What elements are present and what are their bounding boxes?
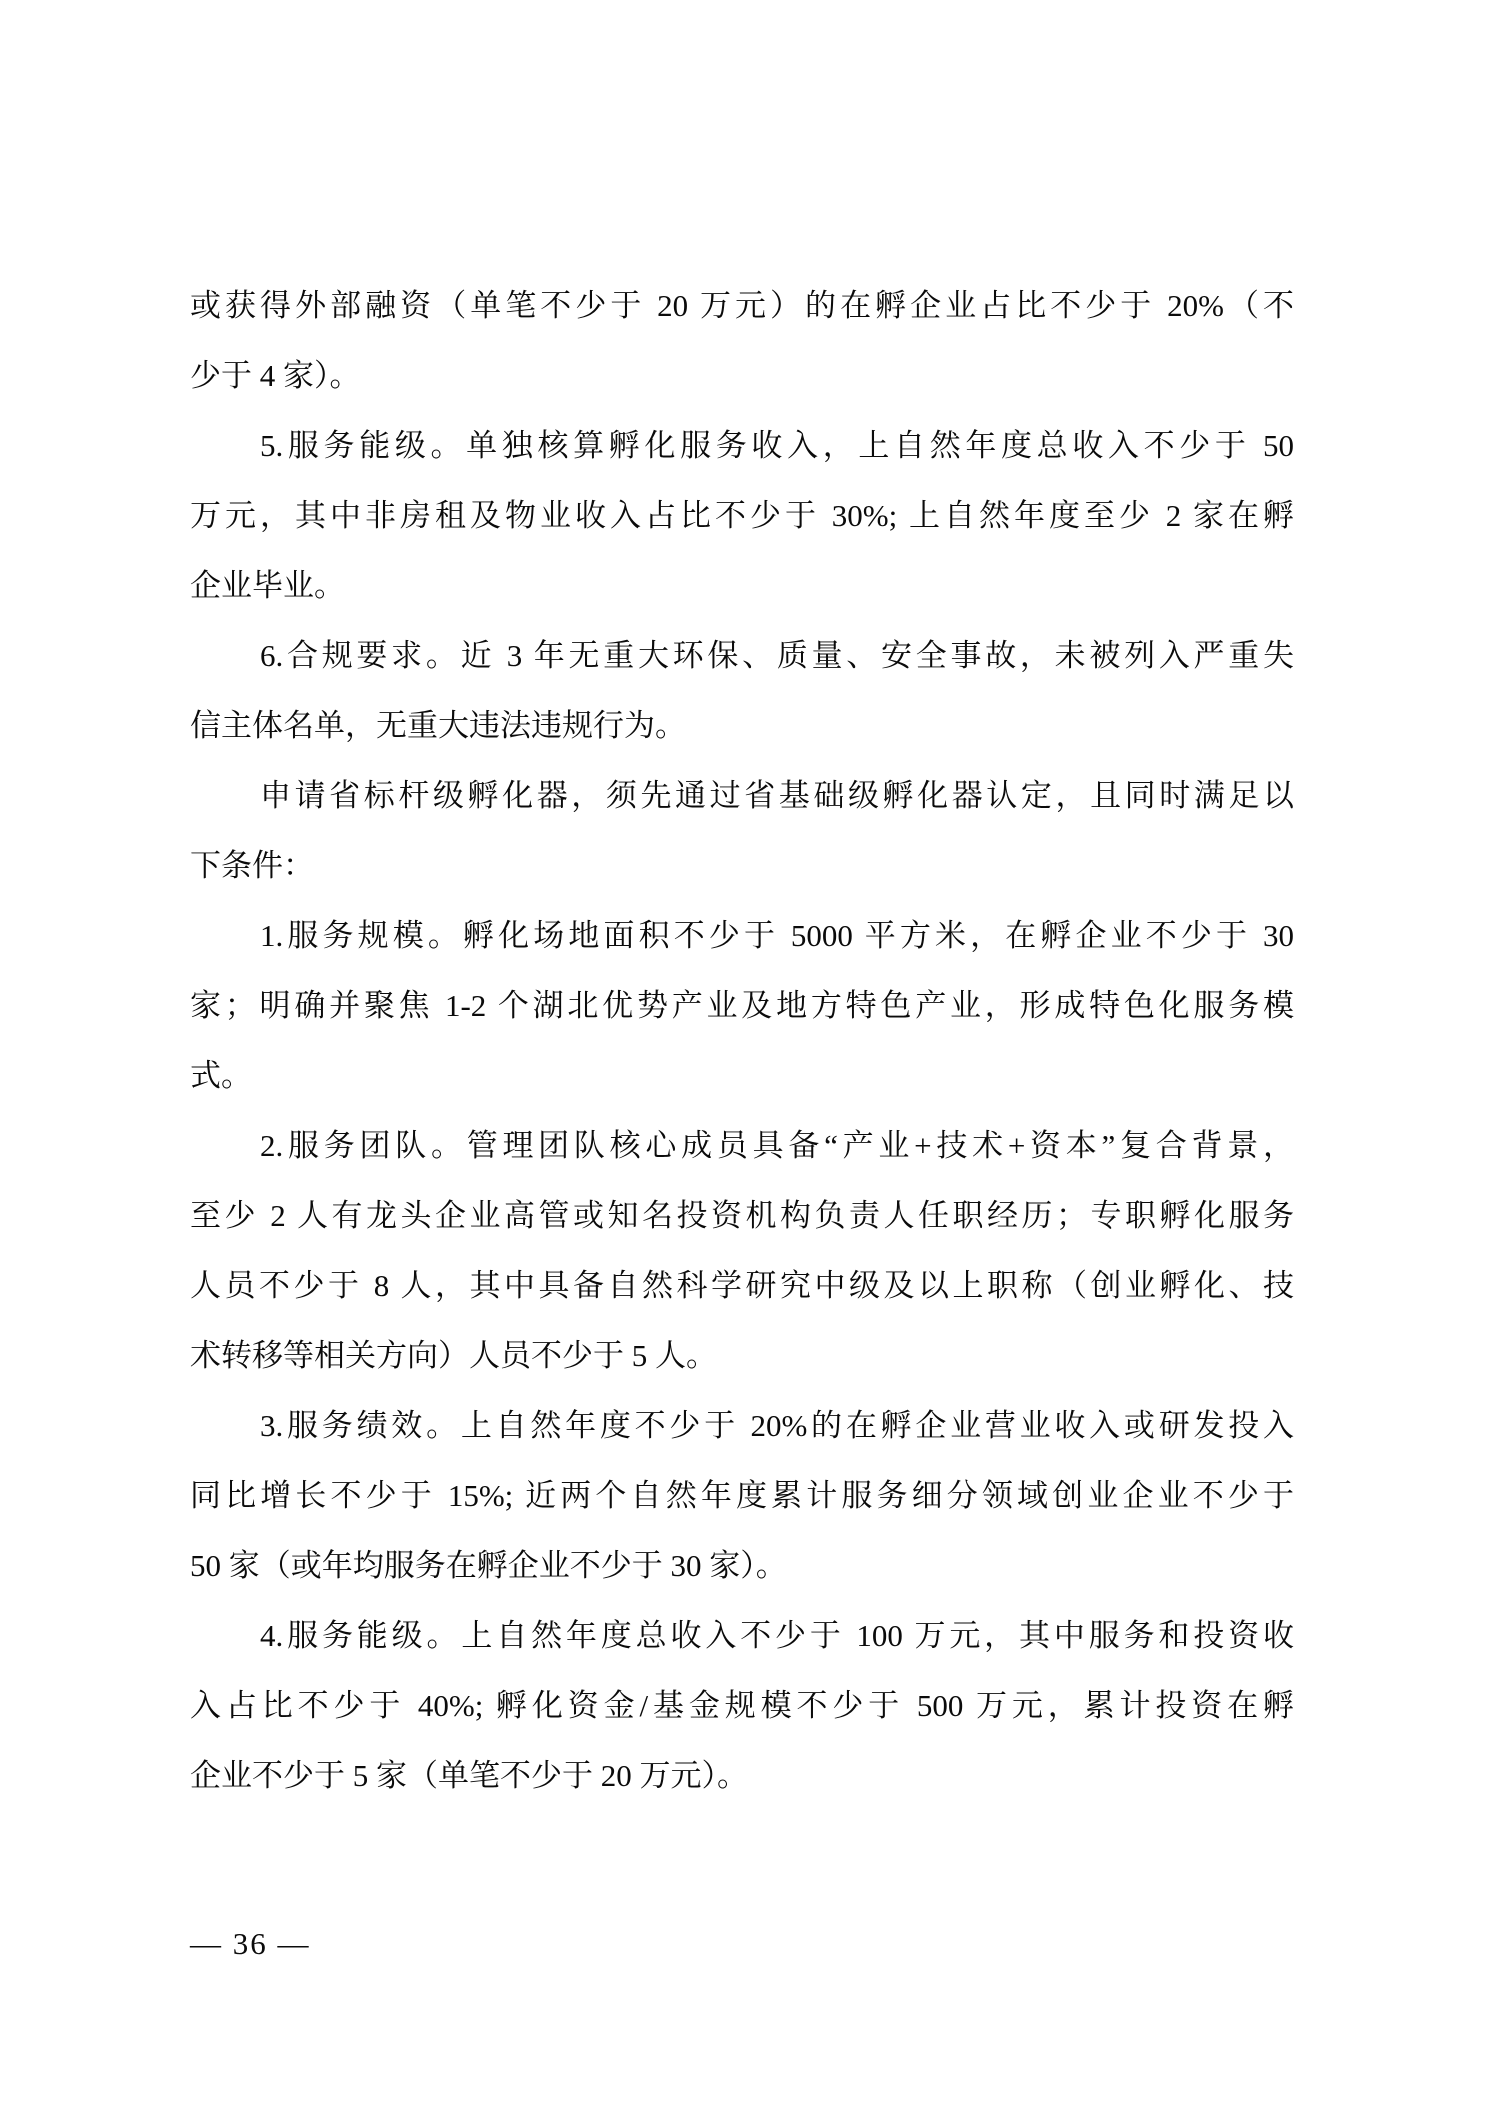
text-line: 下条件： [190, 848, 314, 883]
page-number: — 36 — [190, 1926, 311, 1961]
text-line: 企业毕业。 [190, 568, 345, 603]
text-line: 人员不少于 8 人，其中具备自然科学研究中级及以上职称（创业孵化、技 [190, 1268, 1294, 1303]
text-line: 申请省标杆级孵化器，须先通过省基础级孵化器认定，且同时满足以 [260, 778, 1294, 813]
text-line: 术转移等相关方向）人员不少于 5 人。 [190, 1338, 717, 1373]
text-line: 企业不少于 5 家（单笔不少于 20 万元）。 [190, 1758, 748, 1793]
text-line: 5.服务能级。单独核算孵化服务收入，上自然年度总收入不少于 50 [260, 428, 1294, 463]
text-line: 4.服务能级。上自然年度总收入不少于 100 万元，其中服务和投资收 [260, 1618, 1294, 1653]
text-line: 万元，其中非房租及物业收入占比不少于 30%; 上自然年度至少 2 家在孵 [190, 498, 1294, 533]
text-line: 信主体名单，无重大违法违规行为。 [190, 708, 686, 743]
text-line: 3.服务绩效。上自然年度不少于 20%的在孵企业营业收入或研发投入 [260, 1408, 1294, 1443]
text-line: 2.服务团队。管理团队核心成员具备“产业+技术+资本”复合背景， [260, 1128, 1294, 1163]
text-line: 或获得外部融资（单笔不少于 20 万元）的在孵企业占比不少于 20%（不 [190, 288, 1294, 323]
text-line: 式。 [190, 1058, 252, 1093]
text-line: 家；明确并聚焦 1-2 个湖北优势产业及地方特色产业，形成特色化服务模 [190, 988, 1294, 1023]
text-line: 1.服务规模。孵化场地面积不少于 5000 平方米，在孵企业不少于 30 [260, 918, 1294, 953]
text-line: 入占比不少于 40%; 孵化资金/基金规模不少于 500 万元，累计投资在孵 [190, 1688, 1294, 1723]
text-line: 至少 2 人有龙头企业高管或知名投资机构负责人任职经历；专职孵化服务 [190, 1198, 1294, 1233]
text-line: 少于 4 家）。 [190, 358, 361, 393]
document-body [190, 271, 1294, 1811]
text-line: 6.合规要求。近 3 年无重大环保、质量、安全事故，未被列入严重失 [260, 638, 1294, 673]
text-line: 同比增长不少于 15%; 近两个自然年度累计服务细分领域创业企业不少于 [190, 1478, 1294, 1513]
text-line: 50 家（或年均服务在孵企业不少于 30 家）。 [190, 1548, 787, 1583]
